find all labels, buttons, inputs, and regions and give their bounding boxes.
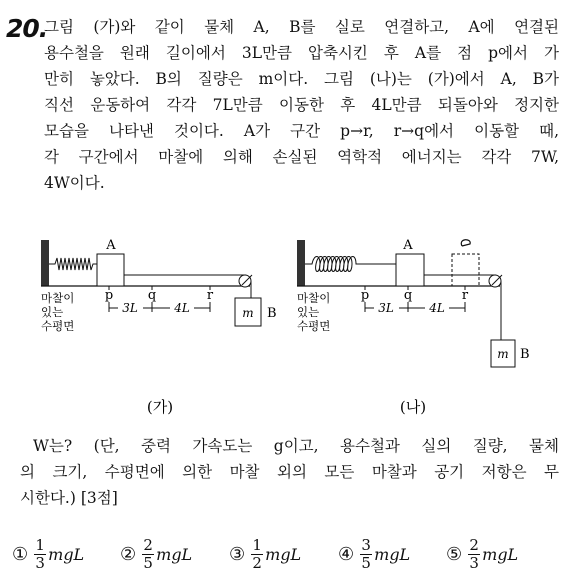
block-a-ghost: [452, 254, 479, 286]
prompt-line: 의 크기, 수평면에 의한 마찰 외의 모든 마찰과 공기 저항은 무: [20, 463, 559, 481]
surface-label: 마찰이: [41, 291, 75, 305]
question-number: 20.: [6, 14, 48, 43]
choice-expression: mgL: [374, 544, 411, 564]
block-b-label: B: [267, 306, 277, 321]
spring: [49, 258, 97, 270]
point-r: r: [206, 288, 214, 303]
numerator: 1: [35, 535, 45, 554]
stem-line: 4W이다.: [44, 174, 105, 192]
fraction: [251, 537, 263, 572]
fraction: [142, 537, 154, 572]
point-q: q: [147, 288, 157, 303]
choice-marker: ③: [229, 543, 246, 565]
figure-caption: (나): [399, 398, 427, 416]
block-b-mass: m: [242, 306, 254, 320]
surface-label: 있는: [297, 305, 320, 319]
choice-expression: mgL: [265, 544, 302, 564]
block-a-label: A: [106, 238, 116, 253]
motion-arrow: [461, 240, 470, 246]
choice-4[interactable]: [338, 530, 410, 578]
block-a: [396, 254, 424, 286]
block-b-mass: m: [497, 347, 509, 361]
stem-line: 모습을 나타낸 것이다. A가 구간 p→r, r→q에서 이동할 때,: [44, 122, 559, 140]
choice-marker: ①: [12, 543, 29, 565]
point-q: q: [403, 288, 413, 303]
prompt-line: W는? (단, 중력 가속도는 g이고, 용수철과 실의 질량, 물체: [33, 437, 559, 455]
block-b-label: B: [520, 347, 530, 362]
length-4l: 4L: [429, 301, 445, 315]
denominator: 5: [361, 553, 371, 572]
choice-marker: ②: [120, 543, 137, 565]
stem-line: 각 구간에서 마찰에 의해 손실된 역학적 에너지는 각각 7W,: [44, 148, 559, 166]
choice-expression: mgL: [482, 544, 519, 564]
stem-line: 직선 운동하여 각각 7L만큼 이동한 후 4L만큼 되돌아와 정지한: [44, 96, 559, 114]
block-a-label: A: [403, 238, 413, 253]
pulley: [239, 275, 251, 287]
denominator: 3: [35, 553, 45, 572]
wall: [297, 240, 305, 286]
stem-line: 그림 (가)와 같이 물체 A, B를 실로 연결하고, A에 연결된: [44, 18, 559, 36]
spring: [305, 257, 396, 272]
point-p: p: [104, 288, 114, 303]
figure-left: [41, 238, 277, 416]
stem-line: 만히 놓았다. B의 질량은 m이다. 그림 (나)는 (가)에서 A, B가: [44, 70, 559, 88]
fraction: [34, 537, 46, 572]
figure-right: [297, 238, 530, 416]
fraction: [468, 537, 480, 572]
choice-expression: mgL: [48, 544, 85, 564]
denominator: 5: [143, 553, 153, 572]
choice-expression: mgL: [156, 544, 193, 564]
length-4l: 4L: [174, 301, 190, 315]
choice-5[interactable]: [446, 530, 518, 578]
pulley: [489, 275, 501, 287]
numerator: 2: [143, 535, 153, 554]
numerator: 1: [252, 535, 262, 554]
question-prompt: [20, 433, 559, 511]
point-p: p: [360, 288, 370, 303]
surface-label: 수평면: [297, 319, 331, 333]
answer-choices: [12, 530, 557, 578]
numerator: 3: [361, 535, 371, 554]
surface-label: 마찰이: [297, 291, 331, 305]
fraction: [360, 537, 372, 572]
denominator: 3: [469, 553, 479, 572]
surface-label: 있는: [41, 305, 64, 319]
denominator: 2: [252, 553, 262, 572]
prompt-line: 시한다.) [3점]: [20, 489, 118, 507]
figure-caption: (가): [146, 398, 174, 416]
block-a: [97, 254, 124, 286]
length-3l: 3L: [122, 301, 138, 315]
numerator: 2: [469, 535, 479, 554]
surface-label: 수평면: [41, 319, 75, 333]
length-3l: 3L: [378, 301, 394, 315]
choice-2[interactable]: [120, 530, 192, 578]
wall: [41, 240, 49, 286]
point-r: r: [461, 288, 469, 303]
choice-marker: ④: [338, 543, 355, 565]
figure: [0, 228, 571, 428]
question-stem: [44, 14, 559, 196]
choice-marker: ⑤: [446, 543, 463, 565]
choice-3[interactable]: [229, 530, 301, 578]
stem-line: 용수철을 원래 길이에서 3L만큼 압축시킨 후 A를 점 p에서 가: [44, 44, 559, 62]
choice-1[interactable]: [12, 530, 84, 578]
